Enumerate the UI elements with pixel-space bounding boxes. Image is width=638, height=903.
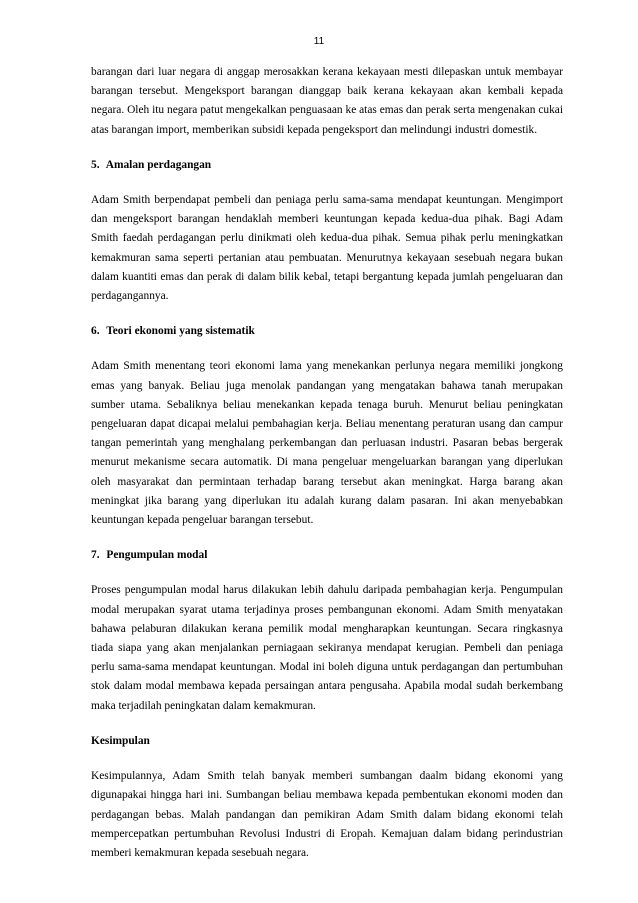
section-heading-kesimpulan [91, 732, 563, 751]
section-number: 7. [91, 549, 100, 562]
section-number: 5. [91, 158, 100, 171]
paragraph-teori-ekonomi: Adam Smith menentang teori ekonomi lama yang menekankan perlunya negara memiliki jongkong emas yang banyak. Beliau juga menolak pandangan yang mengatakan bahawa tanah merupakan sumber utama. Sebaliknya beliau menekankan kepada tenaga buruh. Menurut beliau peningkatan pengeluaran dapat dicapai melalui pembahagian kerja. Beliau menentang peraturan usang dan campur tangan pemerintah yang menghalang perkembangan dan perluasan industri. Pasaran bebas bergerak menurut mekanisme secara automatik. Di mana pengeluar mengeluarkan barangan yang diperlukan oleh masyarakat dan permintaan terhadap barang tersebut akan meningkat. Harga barang akan meningkat jika barang yang diperlukan itu adalah kurang dalam pasaran. Ini akan menyebabkan keuntungan kepada pengeluar barangan tersebut. [91, 360, 563, 527]
section-title: Amalan perdagangan [105, 158, 212, 171]
section-heading-pengumpulan-modal [91, 546, 563, 565]
paragraph-pengumpulan-modal: Proses pengumpulan modal harus dilakukan lebih dahulu daripada pembahagian kerja. Pengumpulan modal merupakan syarat utama terjadinya proses pembangunan ekonomi. Adam Smith menyatakan bahawa pelaburan dilakukan kerana pemilik modal mengharapkan keuntungan. Secara ringkasnya tiada siapa yang akan menjalankan perniagaan sekiranya mendapat kerugian. Pembeli dan peniaga perlu sama-sama mendapat keuntungan. Modal ini boleh diguna untuk perdagangan dan pertumbuhan stok dalam modal membawa kepada persaingan antara pengusaha. Apabila modal sudah berkembang maka terjadilah peningkatan dalam kemakmuran. [91, 584, 563, 712]
section-heading-teori-ekonomi [91, 322, 563, 341]
section-number: 6. [91, 325, 100, 338]
section-title: Pengumpulan modal [106, 549, 208, 562]
document-body [91, 63, 563, 879]
paragraph-intro-continuation: barangan dari luar negara di anggap merosakkan kerana kekayaan mesti dilepaskan untuk membayar barangan tersebut. Mengeksport barangan dianggap baik kerana kekayaan akan kembali kepada negara. Oleh itu negara patut mengekalkan penguasaan ke atas emas dan perak serta mengenakan cukai atas barangan import, memberikan subsidi kepada pengeksport dan melindungi industri domestik. [91, 66, 563, 136]
paragraph-kesimpulan: Kesimpulannya, Adam Smith telah banyak memberi sumbangan daalm bidang ekonomi yang digunapakai hingga hari ini. Sumbangan beliau membawa kepada pembentukan ekonomi moden dan perdagangan bebas. Malah pandangan dan pemikiran Adam Smith dalam bidang ekonomi telah mempercepatkan pertumbuhan Revolusi Industri di Eropah. Kemajuan dalam bidang perindustrian memberi kemakmuran kepada sesebuah negara. [91, 770, 563, 859]
section-title: Teori ekonomi yang sistematik [106, 325, 255, 338]
page-number: 11 [313, 36, 325, 47]
paragraph-amalan-perdagangan: Adam Smith berpendapat pembeli dan peniaga perlu sama-sama mendapat keuntungan. Mengimport dan mengeksport barangan hendaklah memberi keuntungan kepada kedua-dua pihak. Bagi Adam Smith faedah perdagangan perlu dinikmati oleh kedua-dua pihak. Semua pihak perlu meningkatkan kemakmuran sama seperti pertanian atau pembuatan. Menurutnya kekayaan sesebuah negara bukan dalam kuantiti emas dan perak di dalam bilik kebal, tetapi bergantung kepada jumlah pengeluaran dan perdagangannya. [91, 194, 563, 303]
section-heading-amalan-perdagangan [91, 156, 563, 175]
section-title: Kesimpulan [91, 734, 150, 747]
